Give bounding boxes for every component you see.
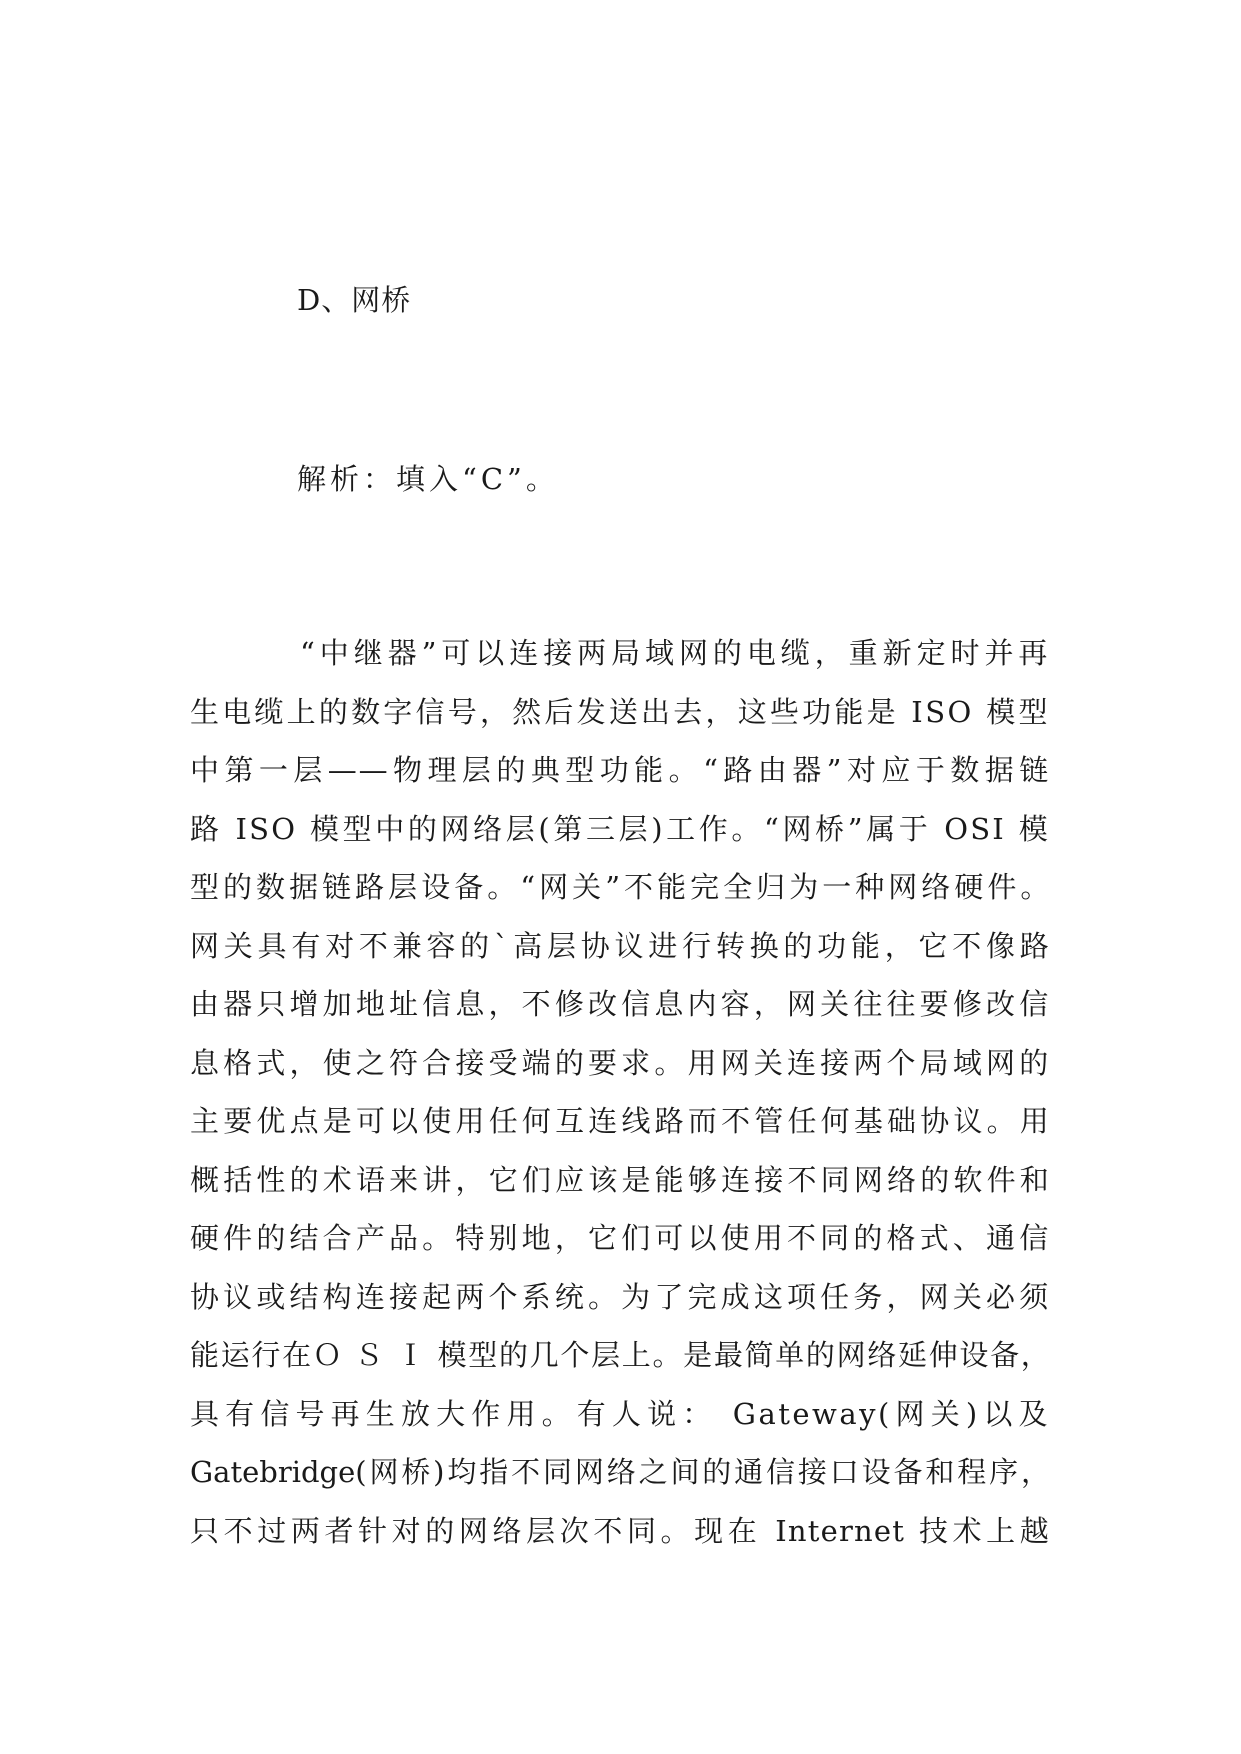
explanation-paragraph (190, 624, 1050, 1560)
paragraph-line: 网关具有对不兼容的`高层协议进行转换的功能，它不像路 (190, 928, 1050, 963)
paragraph-line: 中第一层——物理层的典型功能。“路由器”对应于数据链 (190, 753, 1050, 787)
paragraph-line: Gatebridge(网桥)均指不同网络之间的通信接口设备和程序， (190, 1455, 1050, 1489)
paragraph-line: “中继器”可以连接两局域网的电缆，重新定时并再 (300, 636, 1050, 670)
paragraph-line: 硬件的结合产品。特别地，它们可以使用不同的格式、通信 (190, 1221, 1050, 1255)
paragraph-line: 只不过两者针对的网络层次不同。现在 Internet 技术上越 (190, 1513, 1050, 1548)
paragraph-line: 具有信号再生放大作用。有人说： Gateway(网关)以及 (190, 1396, 1050, 1431)
paragraph-line: 路 ISO 模型中的网络层(第三层)工作。“网桥”属于 OSI 模 (190, 811, 1050, 846)
paragraph-line: 生电缆上的数字信号，然后发送出去，这些功能是 ISO 模型 (190, 694, 1050, 729)
answer-explanation: 解析：填入“C”。 (297, 462, 559, 496)
paragraph-line: 能运行在Ｏ Ｓ Ｉ 模型的几个层上。是最简单的网络延伸设备， (190, 1338, 1050, 1372)
paragraph-line: 协议或结构连接起两个系统。为了完成这项任务，网关必须 (190, 1279, 1050, 1314)
paragraph-line: 主要优点是可以使用任何互连线路而不管任何基础协议。用 (190, 1104, 1050, 1138)
paragraph-line: 概括性的术语来讲，它们应该是能够连接不同网络的软件和 (190, 1162, 1050, 1197)
paragraph-line: 息格式，使之符合接受端的要求。用网关连接两个局域网的 (190, 1045, 1050, 1080)
paragraph-line: 由器只增加地址信息，不修改信息内容，网关往往要修改信 (190, 987, 1050, 1021)
option-d-text: D、网桥 (297, 283, 412, 317)
paragraph-line: 型的数据链路层设备。“网关”不能完全归为一种网络硬件。 (190, 870, 1050, 904)
